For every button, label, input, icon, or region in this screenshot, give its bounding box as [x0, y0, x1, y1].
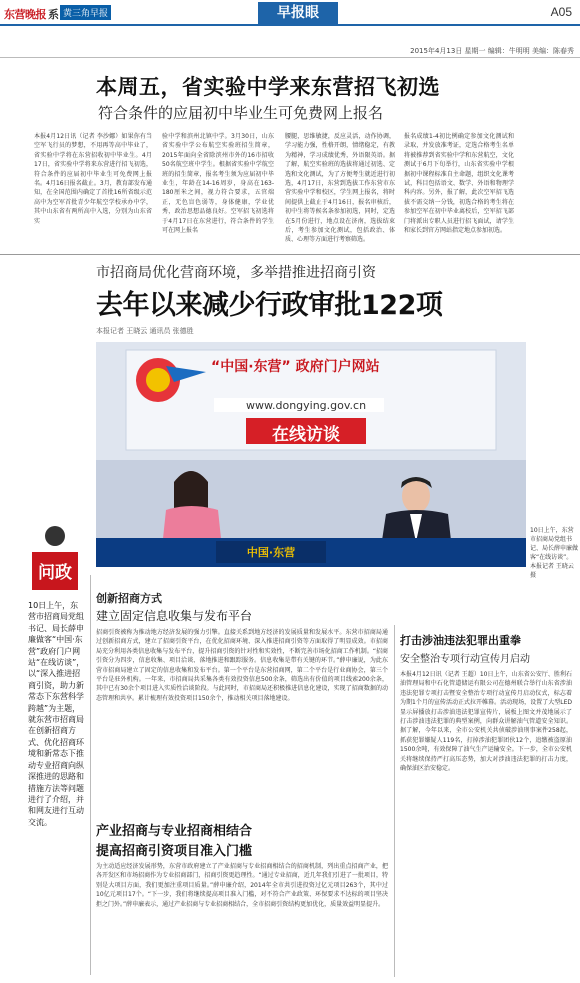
story1-col3: 腰腿，思维敏捷，反应灵活，动作协调，学习能力强，性格开朗，情绪稳定，有教为精神，学习成绩优秀，外语限英语。据了解，航空实验班的选拔将通过初选、定选和文化测试，为了方便考生就近进行初选，4月17日，东营到选拔工作东营市东营实验中学和校区，学生网上报名，将时间提供上截止于4月16日，报名审核后，初中生将等候名条参加初选，同时，定选在5月份进行，地点设在济南，选拔结束后，考生参加文化测试，包括政治、体质、心理等方面进行考察筛选。 [285, 133, 395, 244]
banner-live: 在线访谈 [272, 425, 340, 445]
sec2-body: 为主动适应经济发展形势，东营市政府建立了产业招商与专业招商相结合的招商机制，列出重点招商产业，把各开发区和市场招商作为专业招商部门，招商引资更趋理性。“通过专业招商，近几年我们引进了一批项目，特别是大项目方面，我们更加注重项目质量。”薛申廉介绍，2014年全市共引进投资过亿元项目263个，其中过10亿元项目17个。“下一步，我们将继续提高项目准入门槛，对不符合产业政策、环保要求不达标的项目坚决拒之门外。”薛申廉表示，通过产业招商与专业招商相结合，全市招商引资结构更加优化，质量效益明显提升。 [96, 863, 388, 908]
banner-title: “中国·东营” 政府门户网站 [211, 359, 380, 375]
right-headline: 打击涉油违法犯罪出重拳 [400, 634, 521, 647]
story1-subhead: 符合条件的应届初中毕业生可免费网上报名 [98, 104, 384, 122]
wenzheng-text: 问政 [38, 563, 72, 583]
story1-headline: 本周五，省实验中学来东营招飞初选 [96, 75, 440, 99]
story2-headline: 去年以来减少行政审批122项 [96, 290, 443, 321]
masthead [0, 0, 580, 26]
right-subhead: 安全整治专项行动宣传月启动 [400, 654, 530, 665]
sec2-head1: 产业招商与专业招商相结合 [96, 824, 253, 839]
story1-col4: 报名成绩1-4初比例确定参加文化测试和录取，并发放准考证，定选合格考生名单将被推荐到省实验中学和东营航空，文化测试于6月下旬举行，山东省实验中学根据初中课程标准自主命题，组织文化课考试，科目包括语文、数学、外语和物理学科内容。另外，报了解，此次空军招飞选拔不需交纳一分钱，初选合格的考生将在参加空军在初中毕业离校后，空军招飞部门将派出专职人员进行招飞面试，请学生和家长到官方网站指定地点参加初选。 [404, 133, 514, 235]
section-title: 早报眼 [258, 2, 338, 24]
sec2-head2: 提高招商引资项目准入门槛 [96, 844, 253, 859]
desk-sign: 中国·东营 [246, 546, 296, 559]
masthead-rule [0, 24, 580, 26]
sec1-kicker: 创新招商方式 [96, 592, 162, 605]
wenzheng-logo [30, 522, 80, 592]
right-divider [394, 625, 395, 977]
story2-kicker: 市招商局优化营商环境，多举措推进招商引资 [96, 265, 376, 281]
interview-photo [96, 342, 526, 567]
story1-col2: 验中学和滨州北镇中学。3月30日，山东省实验中学公布航空实验班招生简章，2015年面向全省除滨州市外的16市招收50名航空班中学生。根据省实验中学航空班的招生简章，报名考生须为应届初中毕业生，年龄在14-16周岁，身高在163-180厘米之间，视力符合要求，五官端正，无色盲色弱等，身体健康，学业优秀，政治思想品德良好。空军招飞初选将于4月17日在东营进行，符合条件的学生可在网上报名 [162, 133, 274, 235]
brand-tag: 黄三角早报 [60, 5, 111, 20]
left-divider [90, 575, 91, 975]
page-number: A05 [550, 5, 572, 19]
sec1-head: 建立固定信息收集与发布平台 [96, 609, 253, 623]
story2-byline: 本报记者 王晓云 通讯员 张德胜 [96, 327, 194, 335]
side-intro: 10日上午，东营市招商局党组书记、局长薛申廉做客“中国·东营”政府门户网站“在线访谈”，以“深入推进招商引资，助力新常态下东营科学跨越”为主题，就东营市招商局在创新招商方式、优化招商环境和新常态下推动专业招商向纵深推进的思路和措施方法等问题进行了介绍，并和网友进行互动交流。 [28, 601, 85, 827]
right-body: 本报4月12日讯（记者 王超）10日上午，山东省公安厅、胜利石油管理局和中石化管道储运有限公司在德州联合举行山东省涉油违法犯罪专项打击暨安全整治专项行动宣传月启动仪式，标志着为期1个月的宣传活动正式拉开帷幕。活动现场，设置了大型LED显示屏播放打击涉油违法犯罪宣传片，展板上图文并茂地展示了打击涉油违法犯罪的典型案例，向群众讲解油气管道安全知识。据了解，今年以来，全市公安机关共侦破涉油刑事案件258起，抓获犯罪嫌疑人119名，打掉涉油犯罪团伙12个，追缴被盗原油1500余吨，有效保障了油气生产运输安全。下一步，全市公安机关将继续保持严打高压态势，加大对涉油违法犯罪的打击力度，确保油区治安稳定。 [400, 671, 572, 773]
photo-caption: 10日上午，东营市招商局党组书记、局长薛申廉做客“在线访谈”。本报记者 王晓云 摄 [530, 527, 579, 579]
dateline: 2015年4月13日 星期一 编辑：牛明明 美编：陈春秀 [410, 47, 574, 55]
story1-bottom-rule [0, 254, 580, 255]
story1-col1: 本报4月12日讯（记者 李沙娜）如果你有当空军飞行员的梦想，不用再等高中毕业了，省实验中学将在东营招收初中毕业生。4月17日，省实验中学将来东营进行招飞初选，符合条件的应届初中毕业生可免费网上报名。4月16日报名截止。3月，教育部发布通知，在全国范围内确定了首批16所省级示范高中为空军首批青少年航空学校承办中学，其中山东省有两所高中入选，分别为山东省实 [34, 133, 152, 225]
brand-logo: 东营晚报 系 [4, 8, 59, 21]
banner-url: www.dongying.gov.cn [246, 399, 367, 412]
dateline-rule [0, 57, 580, 58]
sec1-body: 招商引资被称为推动地方经济发展的强力引擎。直接关系到地方经济的发展质量和发展水平。东营市招商局通过创新招商方式，建立了招商引资平台，在优化招商环境、深入推进招商引资等方面取得了明显成效。市招商局充分利用各类信息收集与发布平台，提升招商引资的针对性和实效性，不断完善市场化招商工作机制。“招商引资分为四步，信息收集、项目洽谈、落地推进和跟踪服务。信息收集是带有关键的环节。”薛申廉说，为此东营市招商局建立了固定的信息收集和发布平台。第一个平台是东营招商网，第二个平台是行业商协会，第三个平台是驻外机构。一年来，市招商局共采集各类有效投资信息500余条，筛选出有价值的项目线索200余条，其中已有30余个项目进入实质性洽谈阶段。与此同时，市招商局还积极推进信息化建设，实现了招商数据的动态管理和共享。累计梳理有效投资项目150余个，推动相关项目落地建设。 [96, 629, 388, 702]
